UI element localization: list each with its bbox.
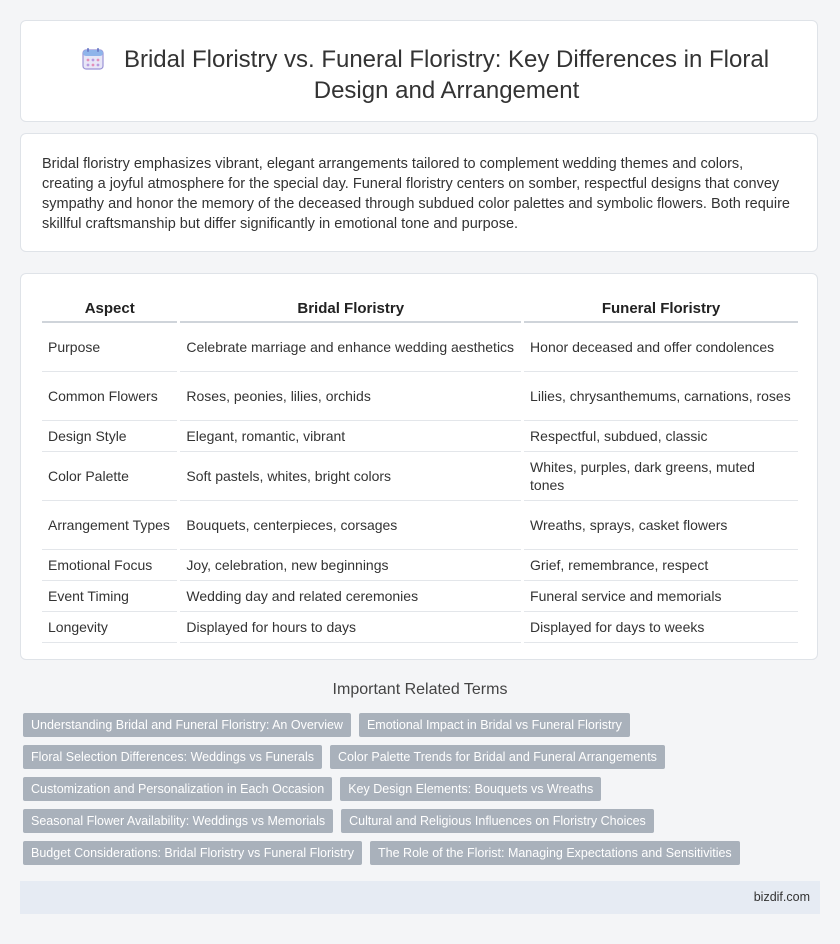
table-cell: Funeral service and memorials	[523, 580, 798, 611]
comparison-table	[42, 296, 798, 643]
table-cell: Celebrate marriage and enhance wedding aesthetics	[179, 322, 523, 371]
table-row	[42, 500, 798, 549]
related-term-link[interactable]: Budget Considerations: Bridal Floristry vs Funeral Floristry	[23, 841, 362, 865]
table-cell: Wreaths, sprays, casket flowers	[523, 500, 798, 549]
table-cell: Displayed for hours to days	[179, 611, 523, 642]
header-funeral: Funeral Floristry	[523, 296, 798, 322]
header-aspect: Aspect	[42, 296, 179, 322]
tag-row	[23, 745, 823, 769]
table-cell: Wedding day and related ceremonies	[179, 580, 523, 611]
related-term-link[interactable]: The Role of the Florist: Managing Expectations and Sensitivities	[370, 841, 740, 865]
table-row	[42, 420, 798, 451]
tag-row	[23, 777, 823, 801]
table-cell: Displayed for days to weeks	[523, 611, 798, 642]
table-cell: Grief, remembrance, respect	[523, 549, 798, 580]
table-row	[42, 580, 798, 611]
table-row	[42, 611, 798, 642]
related-term-link[interactable]: Cultural and Religious Influences on Floristry Choices	[341, 809, 654, 833]
tag-row	[23, 713, 823, 737]
intro-card	[20, 133, 818, 252]
table-row	[42, 322, 798, 371]
calendar-icon	[81, 47, 105, 71]
related-term-link[interactable]: Seasonal Flower Availability: Weddings vs Memorials	[23, 809, 333, 833]
table-cell: Honor deceased and offer condolences	[523, 322, 798, 371]
related-terms-list	[23, 713, 823, 873]
site-link[interactable]: bizdif.com	[753, 890, 810, 904]
related-terms-heading: Important Related Terms	[332, 681, 508, 698]
table-cell: Common Flowers	[42, 371, 179, 420]
table-cell: Event Timing	[42, 580, 179, 611]
tag-row	[23, 841, 823, 865]
related-term-link[interactable]: Floral Selection Differences: Weddings vs Funerals	[23, 745, 322, 769]
header-bridal: Bridal Floristry	[179, 296, 523, 322]
table-cell: Joy, celebration, new beginnings	[179, 549, 523, 580]
table-cell: Lilies, chrysanthemums, carnations, roses	[523, 371, 798, 420]
intro-paragraph: Bridal floristry emphasizes vibrant, elegant arrangements tailored to complement wedding themes and colors, creating a joyful atmosphere for the special day. Funeral floristry centers on somber, respectful designs that convey sympathy and honor the memory of the deceased through subdued color palettes and symbolic flowers. Both require skillful craftsmanship but differ significantly in emotional tone and purpose.	[42, 156, 790, 232]
table-cell: Arrangement Types	[42, 500, 179, 549]
table-cell: Emotional Focus	[42, 549, 179, 580]
table-cell: Elegant, romantic, vibrant	[179, 420, 523, 451]
related-term-link[interactable]: Understanding Bridal and Funeral Floristry: An Overview	[23, 713, 351, 737]
table-row	[42, 549, 798, 580]
footer	[20, 881, 820, 914]
page-title: Bridal Floristry vs. Funeral Floristry: Key Differences in Floral Design and Arrangement	[123, 46, 770, 104]
table-cell: Design Style	[42, 420, 179, 451]
tag-row	[23, 809, 823, 833]
table-header-row	[42, 296, 798, 322]
comparison-card	[20, 273, 818, 660]
table-cell: Color Palette	[42, 451, 179, 500]
related-term-link[interactable]: Customization and Personalization in Each Occasion	[23, 777, 332, 801]
related-term-link[interactable]: Emotional Impact in Bridal vs Funeral Floristry	[359, 713, 630, 737]
table-cell: Roses, peonies, lilies, orchids	[179, 371, 523, 420]
table-cell: Purpose	[42, 322, 179, 371]
table-row	[42, 451, 798, 500]
table-cell: Respectful, subdued, classic	[523, 420, 798, 451]
table-row	[42, 371, 798, 420]
related-term-link[interactable]: Key Design Elements: Bouquets vs Wreaths	[340, 777, 601, 801]
table-cell: Soft pastels, whites, bright colors	[179, 451, 523, 500]
related-term-link[interactable]: Color Palette Trends for Bridal and Funeral Arrangements	[330, 745, 665, 769]
table-cell: Whites, purples, dark greens, muted tones	[523, 451, 798, 500]
table-cell: Bouquets, centerpieces, corsages	[179, 500, 523, 549]
title-card	[20, 20, 818, 122]
table-cell: Longevity	[42, 611, 179, 642]
